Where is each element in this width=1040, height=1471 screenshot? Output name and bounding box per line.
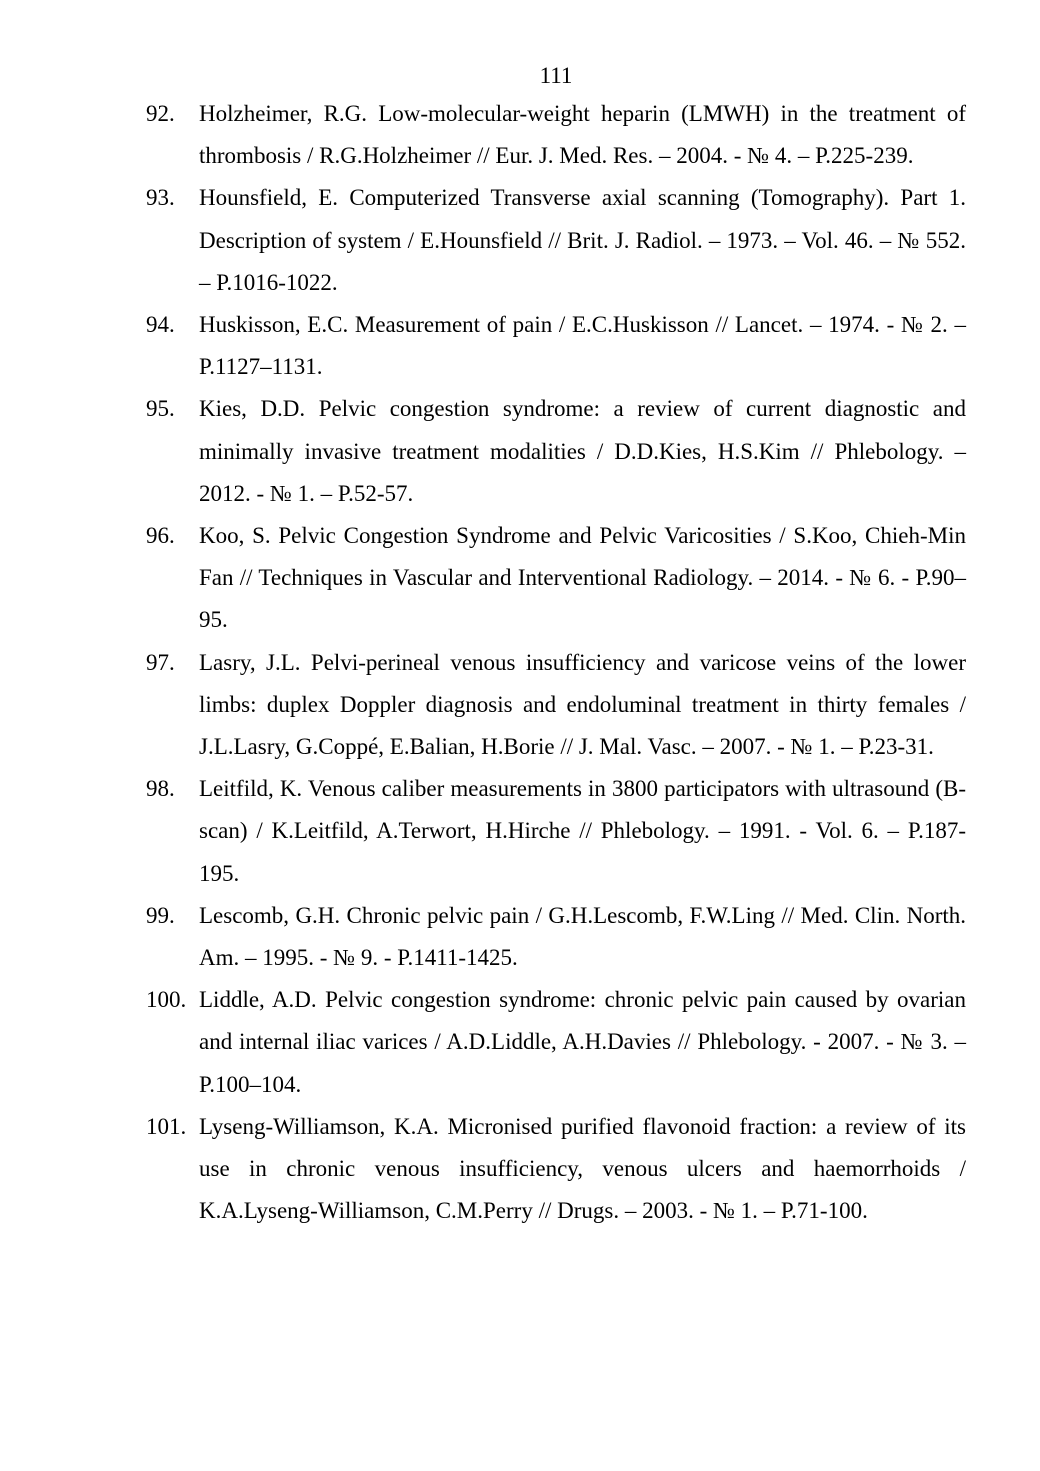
reference-number: 101.	[146, 1113, 187, 1139]
reference-number: 96.	[146, 523, 175, 549]
reference-text: Leitfild, K. Venous caliber measurements in 3800 participators with ultrasound (B-scan) / K.Leitfild, A.Terwort, H.Hirche // Phlebology. – 1991. - Vol. 6. – P.187-195.	[199, 776, 966, 886]
reference-item	[146, 768, 966, 895]
reference-text: Lescomb, G.H. Chronic pelvic pain / G.H.Lescomb, F.W.Ling // Med. Clin. North. Am. – 1995. - № 9. - P.1411-1425.	[199, 902, 966, 971]
reference-item	[146, 642, 966, 769]
reference-list	[146, 93, 966, 1232]
reference-item	[146, 1106, 966, 1233]
reference-text: Kies, D.D. Pelvic congestion syndrome: a review of current diagnostic and minimally invasive treatment modalities / D.D.Kies, H.S.Kim // Phlebology. – 2012. - № 1. – P.52-57.	[199, 396, 966, 506]
reference-item	[146, 388, 966, 515]
reference-item	[146, 515, 966, 642]
reference-number: 99.	[146, 902, 175, 928]
reference-text: Lyseng-Williamson, K.A. Micronised purified flavonoid fraction: a review of its use in chronic venous insufficiency, venous ulcers and haemorrhoids / K.A.Lyseng-Williamson, C.M.Perry // Drugs. – 2003. - № 1. – P.71-100.	[199, 1113, 966, 1224]
reference-number: 98.	[146, 776, 175, 802]
reference-item	[146, 93, 966, 177]
reference-number: 95.	[146, 396, 175, 422]
reference-text: Hounsfield, E. Computerized Transverse axial scanning (Tomography). Part 1. Description of system / E.Hounsfield // Brit. J. Radiol. – 1973. – Vol. 46. – № 552. – P.1016-1022.	[199, 185, 966, 295]
reference-item	[146, 304, 966, 388]
page-number: 111	[539, 63, 573, 88]
reference-text: Holzheimer, R.G. Low-molecular-weight heparin (LMWH) in the treatment of thrombosis / R.G.Holzheimer // Eur. J. Med. Res. – 2004. - № 4. – P.225-239.	[199, 101, 966, 169]
reference-number: 100.	[146, 987, 187, 1013]
reference-number: 93.	[146, 185, 175, 211]
reference-text: Liddle, A.D. Pelvic congestion syndrome: chronic pelvic pain caused by ovarian and internal iliac varices / A.D.Liddle, A.H.Davies // Phlebology. - 2007. - № 3. – P.100–104.	[199, 987, 966, 1097]
reference-item	[146, 177, 966, 304]
reference-number: 97.	[146, 649, 175, 675]
reference-item	[146, 979, 966, 1106]
reference-number: 94.	[146, 312, 175, 338]
reference-text: Lasry, J.L. Pelvi-perineal venous insufficiency and varicose veins of the lower limbs: duplex Doppler diagnosis and endoluminal treatment in thirty females / J.L.Lasry, G.Coppé, E.Balian, H.Borie // J. Mal. Vasc. – 2007. - № 1. – P.23-31.	[199, 649, 966, 760]
reference-number: 92.	[146, 101, 175, 126]
reference-text: Koo, S. Pelvic Congestion Syndrome and Pelvic Varicosities / S.Koo, Chieh-Min Fan // Techniques in Vascular and Interventional Radiology. – 2014. - № 6. - P.90–95.	[199, 523, 966, 633]
reference-text: Huskisson, E.C. Measurement of pain / E.C.Huskisson // Lancet. – 1974. - № 2. – P.1127–1131.	[199, 312, 966, 380]
reference-item	[146, 895, 966, 979]
